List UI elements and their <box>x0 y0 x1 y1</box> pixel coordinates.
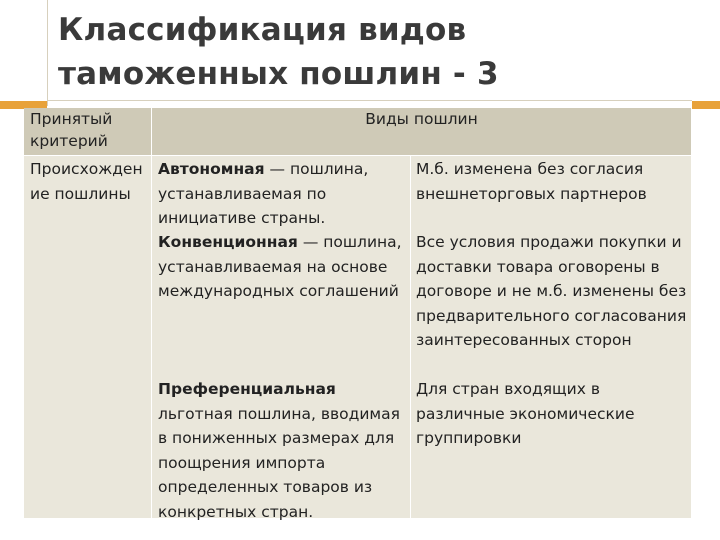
duty-note-autonomous: М.б. изменена без согласия внешнеторговых партнеров <box>416 160 647 203</box>
duty-item-conventional <box>158 230 408 304</box>
duties-table <box>24 108 691 521</box>
decorative-accent-bar-right <box>692 101 720 109</box>
duty-definition: — пошлина, устанавливаемая по инициативе страны. <box>158 160 369 227</box>
duty-term: Конвенционная <box>158 233 298 251</box>
row-criterion-label: Происхождение пошлины <box>30 160 143 203</box>
header-types-label: Виды пошлин <box>365 110 478 128</box>
duty-item-autonomous <box>158 157 408 231</box>
slide-title-line-2: таможенных пошлин - 3 <box>58 56 499 92</box>
duty-note-conventional: Все условия продажи покупки и доставки товара оговорены в договоре и не м.б. изменены без предварительного согласования заинтересованных сторон <box>416 233 687 349</box>
duty-definition: — пошлина, устанавливаемая на основе международных соглашений <box>158 233 402 300</box>
header-criterion-label: Принятый критерий <box>30 110 113 150</box>
duty-definition: льготная пошлина, вводимая в пониженных размерах для поощрения импорта определенных товаров из конкретных стран. <box>158 404 400 521</box>
duty-term: Преференциальная <box>158 380 336 398</box>
duty-note-preferential: Для стран входящих в различные экономические группировки <box>416 380 635 447</box>
duty-term: Автономная <box>158 160 265 178</box>
decorative-title-rule <box>47 100 692 101</box>
body-cell-criterion <box>24 156 151 518</box>
duty-item-preferential <box>158 377 408 524</box>
decorative-vertical-line <box>47 0 48 106</box>
slide-title <box>58 8 698 96</box>
slide-title-line-1: Классификация видов <box>58 12 467 48</box>
